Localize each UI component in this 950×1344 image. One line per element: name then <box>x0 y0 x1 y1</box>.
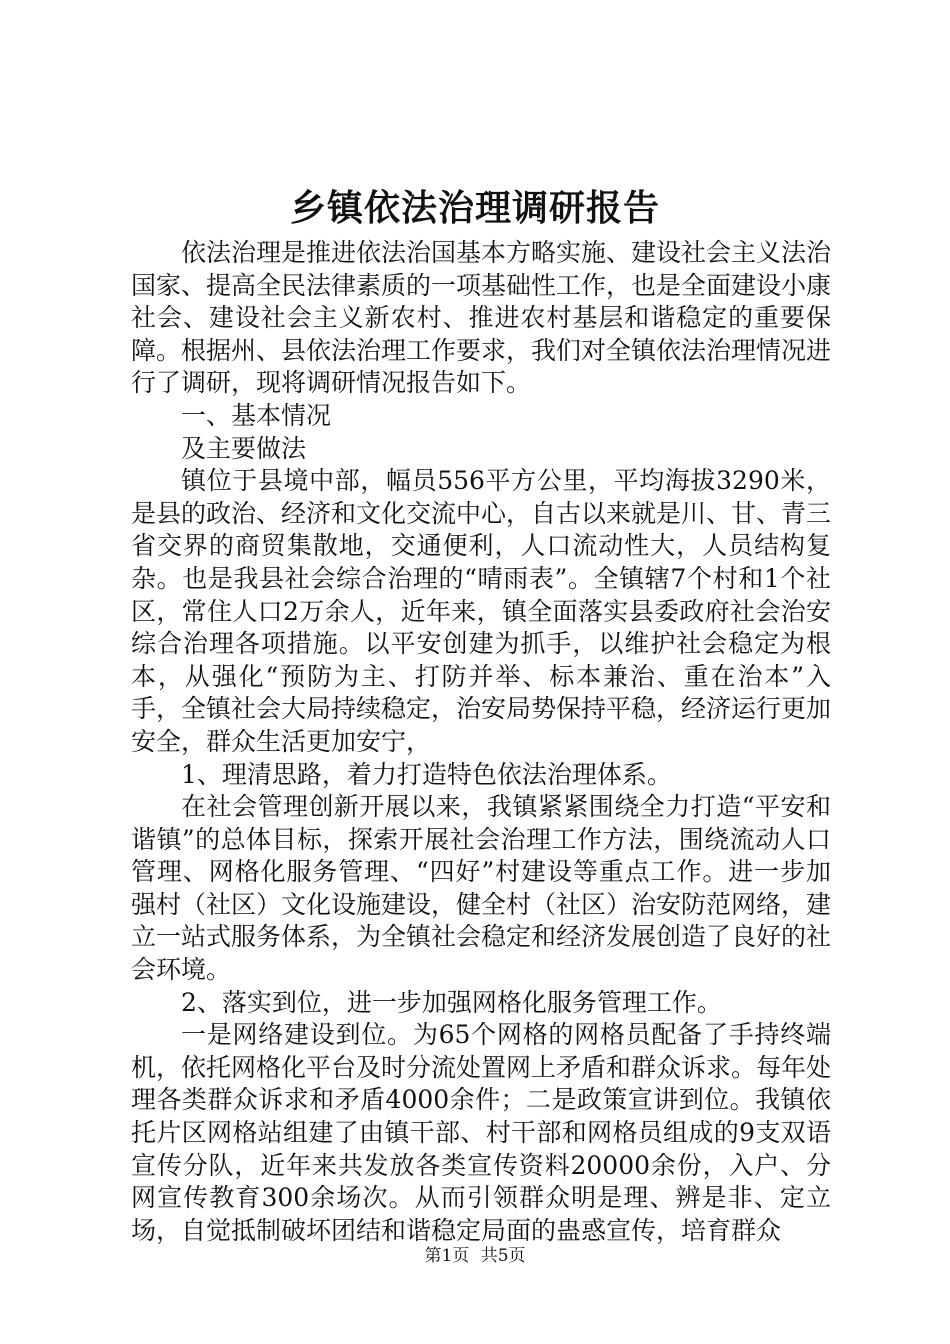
page-footer <box>0 1244 950 1268</box>
section-heading-basic: 一、基本情况 <box>181 400 332 430</box>
subheading-2: 2、落实到位，进一步加强网格化服务管理工作。 <box>181 987 722 1017</box>
document-title: 乡镇依法治理调研报告 <box>289 187 660 229</box>
section-heading-practices: 及主要做法 <box>181 433 307 463</box>
paragraph-social-management: 在社会管理创新开展以来，我镇紧紧围绕全力打造“平安和谐镇”的总体目标，探索开展社会治理工作方法，围绕流动人口管理、网格化服务管理、“四好”村建设等重点工作。进一步加强村（社区）文化设施建设，健全村（社区）治安防范网络，建立一站式服务体系，为全镇社会稳定和经济发展创造了良好的社会环境。 <box>131 792 832 985</box>
paragraph-town-overview: 镇位于县境中部，幅员556平方公里，平均海拔3290米，是县的政治、经济和文化交流中心，自古以来就是川、甘、青三省交界的商贸集散地，交通便利，人口流动性大，人员结构复杂。也是我县社会综合治理的“晴雨表”。全镇辖7个村和1个社区，常住人口2万余人，近年来，镇全面落实县委政府社会治安综合治理各项措施。以平安创建为抓手，以维护社会稳定为根本，从强化“预防为主、打防并举、标本兼治、重在治本”入手，全镇社会大局持续稳定，治安局势保持平稳，经济运行更加安全，群众生活更加安宁， <box>131 466 832 756</box>
document-body <box>131 237 831 1247</box>
paragraph-intro: 依法治理是推进依法治国基本方略实施、建设社会主义法治国家、提高全民法律素质的一项基础性工作，也是全面建设小康社会、建设社会主义新农村、推进农村基层和谐稳定的重要保障。根据州、县依法治理工作要求，我们对全镇依法治理情况进行了调研，现将调研情况报告如下。 <box>131 238 832 398</box>
paragraph-grid-management: 一是网络建设到位。为65个网格的网格员配备了手持终端机，依托网格化平台及时分流处置网上矛盾和群众诉求。每年处理各类群众诉求和矛盾4000余件；二是政策宣讲到位。我镇依托片区网格站组建了由镇干部、村干部和网格员组成的9支双语宣传分队，近年来共发放各类宣传资料20000余份，入户、分网宣传教育300余场次。从而引领群众明是理、辨是非、定立场，自觉抵制破坏团结和谐稳定局面的蛊惑宣传，培育群众 <box>131 1020 832 1245</box>
page-number: 第1页 <box>424 1246 470 1266</box>
subheading-1: 1、理清思路，着力打造特色依法治理体系。 <box>181 759 672 789</box>
page-total: 共5页 <box>480 1246 526 1266</box>
